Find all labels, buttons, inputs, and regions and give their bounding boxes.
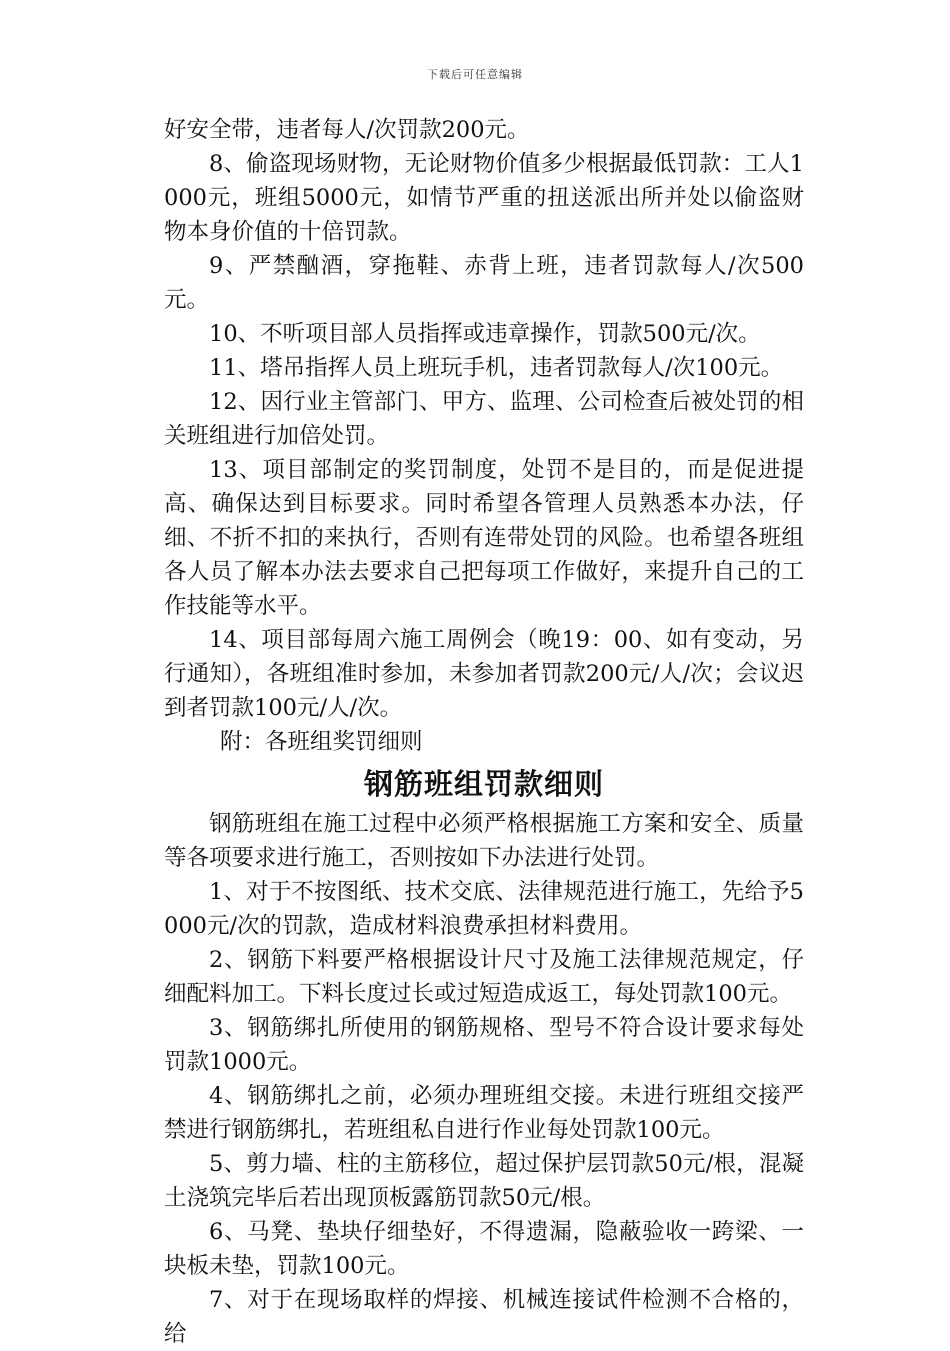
document-body: [164, 113, 804, 1351]
rule-item-11: 11、塔吊指挥人员上班玩手机，违者罚款每人/次100元。: [209, 355, 784, 381]
section-intro: 钢筋班组在施工过程中必须严格根据施工方案和安全、质量等各项要求进行施工，否则按如下办法进行处罚。: [164, 811, 804, 871]
rule-item-13: 13、项目部制定的奖罚制度，处罚不是目的，而是促进提高、确保达到目标要求。同时希望各管理人员熟悉本办法，仔细、不折不扣的来执行，否则有连带处罚的风险。也希望各班组各人员了解本办法去要求自己把每项工作做好，来提升自己的工作技能等水平。: [164, 457, 804, 619]
rule-item-8: 8、偷盗现场财物，无论财物价值多少根据最低罚款：工人1000元，班组5000元，如情节严重的扭送派出所并处以偷盗财物本身价值的十倍罚款。: [164, 151, 804, 245]
rule-item-10: 10、不听项目部人员指挥或违章操作，罚款500元/次。: [209, 321, 761, 347]
penalty-item-6: 6、马凳、垫块仔细垫好，不得遗漏，隐蔽验收一跨梁、一块板未垫，罚款100元。: [164, 1219, 804, 1279]
rule-item-12: 12、因行业主管部门、甲方、监理、公司检查后被处罚的相关班组进行加倍处罚。: [164, 389, 804, 449]
penalty-item-5: 5、剪力墙、柱的主筋移位，超过保护层罚款50元/根，混凝土浇筑完毕后若出现顶板露筋罚款50元/根。: [164, 1151, 804, 1211]
attachment-note: 附：各班组奖罚细则: [220, 729, 423, 755]
rule-item-9: 9、严禁酗酒，穿拖鞋、赤背上班，违者罚款每人/次500元。: [164, 253, 804, 313]
rule-item-14: 14、项目部每周六施工周例会（晚19：00、如有变动，另行通知），各班组准时参加，未参加者罚款200元/人/次；会议迟到者罚款100元/人/次。: [164, 627, 804, 721]
penalty-item-4: 4、钢筋绑扎之前，必须办理班组交接。未进行班组交接严禁进行钢筋绑扎，若班组私自进行作业每处罚款100元。: [164, 1083, 804, 1143]
paragraph-continued: 好安全带，违者每人/次罚款200元。: [164, 117, 530, 143]
section-title: 钢筋班组罚款细则: [363, 767, 604, 801]
penalty-item-2: 2、钢筋下料要严格根据设计尺寸及施工法律规范规定，仔细配料加工。下料长度过长或过短造成返工，每处罚款100元。: [164, 947, 804, 1007]
penalty-item-3: 3、钢筋绑扎所使用的钢筋规格、型号不符合设计要求每处罚款1000元。: [164, 1015, 804, 1075]
penalty-item-1: 1、对于不按图纸、技术交底、法律规范进行施工，先给予5000元/次的罚款，造成材料浪费承担材料费用。: [164, 879, 804, 939]
page-header-note: 下载后可任意编辑: [427, 68, 523, 81]
penalty-item-7: 7、对于在现场取样的焊接、机械连接试件检测不合格的，给: [164, 1287, 804, 1347]
